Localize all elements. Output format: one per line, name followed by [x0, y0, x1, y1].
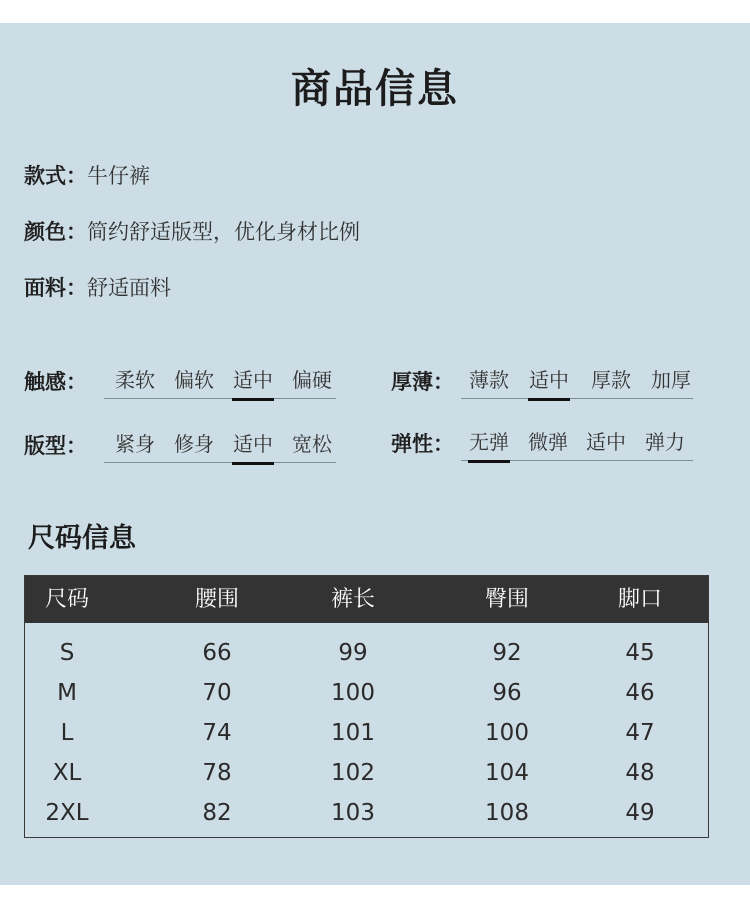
info-row-color [24, 216, 360, 246]
option-fit-2: 修身 [174, 432, 214, 456]
table-cell: 66 [202, 640, 232, 666]
attr-label-touch: 触感： [24, 370, 87, 394]
info-key-style: 款式： [24, 164, 87, 188]
info-row-fabric [24, 272, 171, 302]
option-touch-3-selected: 适中 [233, 364, 273, 393]
option-thickness-3: 厚款 [591, 368, 631, 392]
header-hip: 臀围 [484, 587, 529, 612]
header-length: 裤长 [330, 587, 375, 612]
attr-options-fit [104, 428, 336, 463]
table-cell: 104 [485, 760, 529, 786]
attr-options-elasticity [461, 426, 693, 461]
info-value-color: 简约舒适版型，优化身材比例 [87, 220, 360, 244]
option-thickness-1: 薄款 [469, 368, 509, 392]
info-value-fabric: 舒适面料 [87, 276, 171, 300]
table-cell: 92 [492, 640, 522, 666]
table-cell: M [57, 680, 77, 706]
table-cell: 45 [625, 640, 655, 666]
page-title: 商品信息 [291, 66, 459, 112]
table-cell: 82 [202, 800, 232, 826]
info-key-color: 颜色： [24, 220, 87, 244]
table-cell: 78 [202, 760, 232, 786]
table-cell: 49 [625, 800, 655, 826]
table-cell: 99 [338, 640, 368, 666]
info-value-style: 牛仔裤 [87, 164, 150, 188]
table-cell: 70 [202, 680, 232, 706]
option-fit-4: 宽松 [292, 432, 332, 456]
table-cell: 100 [485, 720, 529, 746]
info-row-style [24, 160, 150, 190]
table-cell: 103 [331, 800, 375, 826]
option-thickness-4: 加厚 [651, 368, 691, 392]
option-fit-1: 紧身 [115, 432, 155, 456]
table-cell: 101 [331, 720, 375, 746]
attr-label-fit: 版型： [24, 434, 87, 458]
table-cell: 46 [625, 680, 655, 706]
info-key-fabric: 面料： [24, 276, 87, 300]
size-section-title: 尺码信息 [28, 523, 136, 554]
table-cell: 108 [485, 800, 529, 826]
header-waist: 腰围 [194, 587, 239, 612]
attr-options-touch [104, 364, 336, 399]
table-cell: 2XL [45, 800, 89, 826]
attr-label-elasticity: 弹性： [391, 432, 454, 456]
table-cell: 100 [331, 680, 375, 706]
table-cell: S [59, 640, 75, 666]
table-cell: 48 [625, 760, 655, 786]
attr-options-thickness [461, 364, 693, 399]
table-cell: 102 [331, 760, 375, 786]
table-cell: 47 [625, 720, 655, 746]
option-touch-4: 偏硬 [292, 368, 332, 392]
table-cell: 74 [202, 720, 232, 746]
option-fit-3-selected: 适中 [233, 428, 273, 457]
table-cell: 96 [492, 680, 522, 706]
option-elasticity-3: 适中 [586, 430, 626, 454]
attr-label-thickness: 厚薄： [391, 370, 454, 394]
size-table [24, 575, 709, 838]
option-touch-1: 柔软 [115, 368, 155, 392]
option-elasticity-2: 微弹 [528, 430, 568, 454]
header-size: 尺码 [44, 587, 89, 612]
size-table-header [25, 576, 708, 623]
option-elasticity-1-selected: 无弹 [469, 426, 509, 455]
option-touch-2: 偏软 [174, 368, 214, 392]
table-cell: XL [52, 760, 82, 786]
table-cell: L [60, 720, 74, 746]
option-thickness-2-selected: 适中 [529, 364, 569, 393]
option-elasticity-4: 弹力 [645, 430, 685, 454]
header-hem: 脚口 [617, 587, 662, 612]
